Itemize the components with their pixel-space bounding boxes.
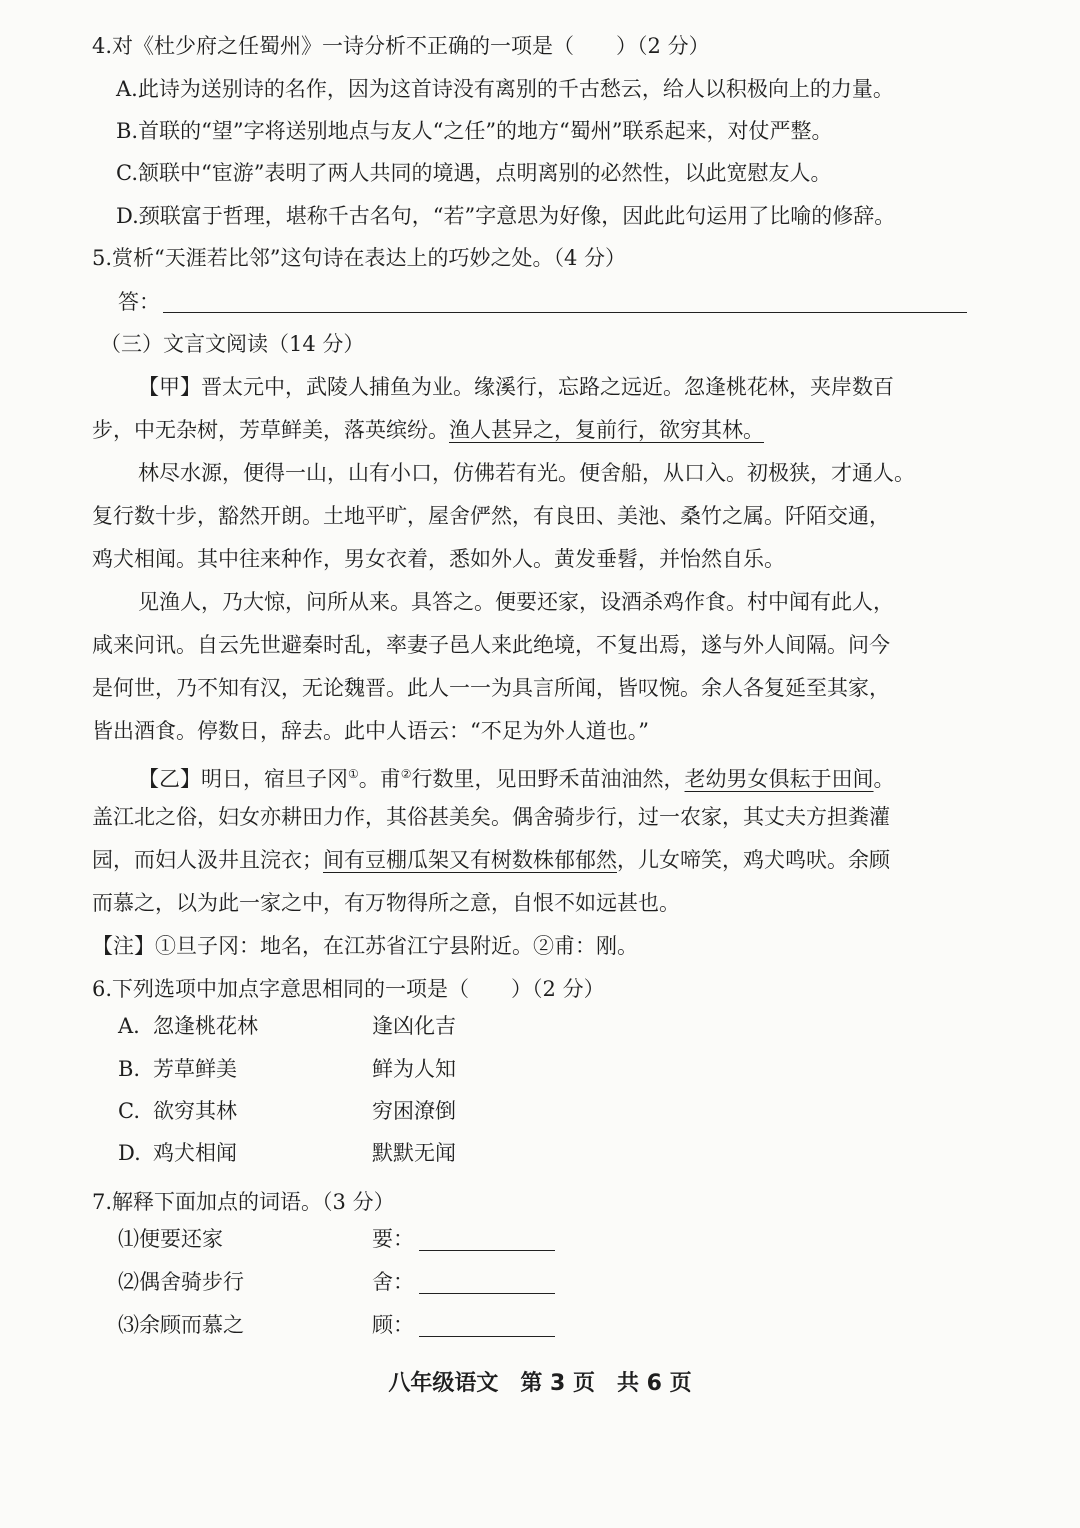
jia-p1-text: 步，中无杂树，芳草鲜美，落英缤纷。: [92, 418, 449, 442]
q7-item-1-label: 要：: [372, 1227, 414, 1251]
q5-answer-line[interactable]: [163, 312, 967, 313]
q4-option-c: C.颔联中“宦游”表明了两人共同的境遇，点明离别的必然性，以此宽慰友人。: [116, 161, 832, 185]
q6-option-c-right: 穷困潦倒: [372, 1099, 456, 1123]
q4-option-a: A.此诗为送别诗的名作，因为这首诗没有离别的千古愁云，给人以积极向上的力量。: [116, 77, 894, 101]
q6-option-a-right: 逢凶化吉: [372, 1014, 456, 1038]
q6-stem: 6.下列选项中加点字意思相同的一项是（ ）（2 分）: [92, 977, 605, 1001]
q4-option-b: B.首联的“望”字将送别地点与友人“之任”的地方“蜀州”联系起来，对仗严整。: [116, 119, 833, 143]
yi-text-a: 【乙】明日，宿旦子冈: [138, 767, 348, 791]
page-footer: 八年级语文 第 3 页 共 6 页: [388, 1371, 692, 1396]
q7-item-3-blank[interactable]: [419, 1336, 555, 1337]
jia-underlined-sentence: 渔人甚异之，复前行，欲穷其林。: [449, 418, 764, 442]
q7-stem: 7.解释下面加点的词语。（3 分）: [92, 1190, 395, 1214]
q7-item-2: ⑵偶舍骑步行: [118, 1270, 244, 1294]
jia-p2-line2: 复行数十步，豁然开朗。土地平旷，屋舍俨然，有良田、美池、桑竹之属。阡陌交通，: [92, 504, 890, 528]
annotation-note: 【注】①旦子冈：地名，在江苏省江宁县附近。②甫：刚。: [92, 934, 638, 958]
footnote-marker-1: ①: [348, 767, 359, 781]
q6-option-b-left: 芳草鲜美: [153, 1057, 237, 1081]
yi-text-e: 。: [873, 767, 895, 791]
yi-line4: 而慕之，以为此一家之中，有万物得所之意，自恨不如远甚也。: [92, 891, 680, 915]
jia-p2-line1: 林尽水源，便得一山，山有小口，仿佛若有光。便舍船，从口入。初极狭，才通人。: [138, 461, 915, 485]
q6-option-d-left: 鸡犬相闻: [153, 1141, 237, 1165]
q7-item-1: ⑴便要还家: [118, 1227, 223, 1251]
jia-p3-line1: 见渔人，乃大惊，问所从来。具答之。便要还家，设酒杀鸡作食。村中闻有此人，: [138, 590, 894, 614]
q6-option-c-left: 欲穷其林: [153, 1099, 237, 1123]
q4-option-d: D.颈联富于哲理，堪称千古名句，“若”字意思为好像，因此此句运用了比喻的修辞。: [116, 204, 896, 228]
yi-line3: [92, 846, 890, 874]
q6-option-a-label: A.: [118, 1014, 140, 1038]
footnote-marker-2: ②: [400, 767, 412, 781]
q7-item-2-blank[interactable]: [419, 1293, 555, 1294]
yi-line1: [138, 760, 895, 793]
jia-p3-line2: 咸来问讯。自云先世避秦时乱，率妻子邑人来此绝境，不复出焉，遂与外人间隔。问今: [92, 633, 890, 657]
q6-option-a-left: 忽逢桃花林: [153, 1014, 258, 1038]
q7-item-3: ⑶余顾而慕之: [118, 1313, 244, 1337]
q7-item-2-label: 舍：: [372, 1270, 414, 1294]
q6-option-b-label: B.: [118, 1057, 141, 1081]
q6-option-b-right: 鲜为人知: [372, 1057, 456, 1081]
q7-item-1-blank[interactable]: [419, 1250, 555, 1251]
jia-p1-line2: [92, 416, 764, 444]
q6-option-c-label: C.: [118, 1099, 140, 1123]
jia-p1-line1: 【甲】晋太元中，武陵人捕鱼为业。缘溪行，忘路之远近。忽逢桃花林，夹岸数百: [138, 375, 894, 399]
q7-item-3-label: 顾：: [372, 1313, 414, 1337]
q6-option-d-label: D.: [118, 1141, 141, 1165]
q5-answer-label: 答：: [118, 290, 160, 314]
section-title: （三）文言文阅读（14 分）: [100, 332, 365, 356]
q5-stem: 5.赏析“天涯若比邻”这句诗在表达上的巧妙之处。（4 分）: [92, 246, 627, 270]
yi-underlined-sentence-2: 间有豆棚瓜架又有树数株郁郁然: [323, 848, 617, 872]
q4-stem: 4.对《杜少府之任蜀州》一诗分析不正确的一项是（ ）（2 分）: [92, 34, 710, 58]
yi-line2: 盖江北之俗，妇女亦耕田力作，其俗甚美矣。偶舍骑步行，过一农家，其丈夫方担粪灌: [92, 805, 890, 829]
yi-underlined-sentence-1: 老幼男女俱耘于田间: [684, 767, 874, 791]
yi-text-3c: ，儿女啼笑，鸡犬鸣吠。余顾: [617, 848, 890, 872]
yi-text-b: 。甫: [358, 767, 401, 791]
jia-p2-line3: 鸡犬相闻。其中往来种作，男女衣着，悉如外人。黄发垂髫，并怡然自乐。: [92, 547, 785, 571]
jia-p3-line4: 皆出酒食。停数日，辞去。此中人语云：“不足为外人道也。”: [92, 719, 649, 743]
jia-p3-line3: 是何世，乃不知有汉，无论魏晋。此人一一为具言所闻，皆叹惋。余人各复延至其家，: [92, 676, 890, 700]
yi-text-c: 行数里，见田野禾苗油油然，: [411, 767, 685, 791]
yi-text-3a: 园，而妇人汲井且浣衣；: [92, 848, 323, 872]
q6-option-d-right: 默默无闻: [372, 1141, 456, 1165]
